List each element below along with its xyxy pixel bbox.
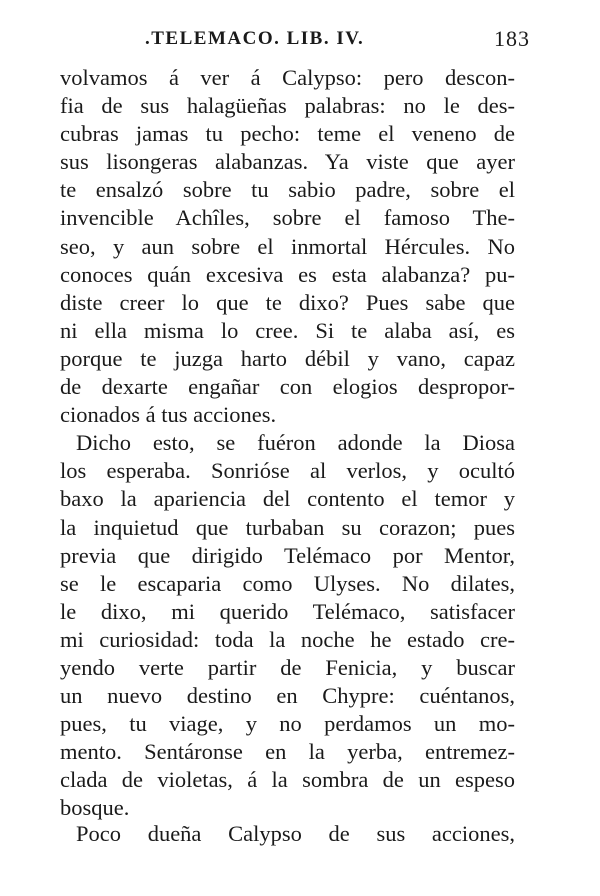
text-line: volvamos á ver á Calypso: pero descon- (60, 65, 515, 90)
next-paragraph (60, 820, 515, 848)
text-line: conoces quán excesiva es esta alabanza? pu- (60, 261, 515, 287)
text-line: diste creer lo que te dixo? Pues sabe que (60, 289, 515, 315)
page-number: 183 (494, 26, 530, 51)
text-line: sus lisongeras alabanzas. Ya viste que ayer (60, 149, 515, 175)
text-line: Dicho esto, se fuéron adonde la Diosa (76, 430, 515, 456)
text-line: mento. Sentáronse en la yerba, entremez- (60, 739, 515, 765)
text-line: invencible Achîles, sobre el famoso The- (60, 205, 515, 231)
text-line: se le escaparia como Ulyses. No dilates, (60, 570, 515, 596)
text-line: te ensalzó sobre tu sabio padre, sobre el (60, 177, 515, 203)
text-line: previa que dirigido Telémaco por Mentor, (60, 542, 515, 568)
text-line: cubras jamas tu pecho: teme el veneno de (60, 121, 515, 147)
page-header (145, 26, 530, 56)
text-line: yendo verte partir de Fenicia, y buscar (60, 654, 515, 680)
running-head: .TELEMACO. LIB. IV. (145, 28, 365, 49)
text-line: fia de sus halagüeñas palabras: no le des- (60, 93, 515, 119)
text-line: pues, tu viage, y no perdamos un mo- (60, 711, 515, 737)
text-line: Poco dueña Calypso de sus acciones, (76, 821, 515, 846)
text-line: mi curiosidad: toda la noche he estado cre- (60, 626, 515, 652)
text-line: los esperaba. Sonrióse al verlos, y ocultó (60, 458, 515, 484)
text-line: un nuevo destino en Chypre: cuéntanos, (60, 683, 515, 709)
text-line: le dixo, mi querido Telémaco, satisfacer (60, 598, 515, 624)
text-line: clada de violetas, á la sombra de un espeso (60, 767, 515, 793)
text-line: cionados á tus acciones. (60, 402, 277, 428)
body-text (60, 64, 515, 823)
text-line: bosque. (60, 795, 130, 821)
text-line: la inquietud que turbaban su corazon; pues (60, 514, 515, 540)
text-line: de dexarte engañar con elogios despropor- (60, 374, 515, 400)
text-line: porque te juzga harto débil y vano, capaz (60, 345, 515, 371)
text-line: ni ella misma lo cree. Si te alaba así, es (60, 317, 515, 343)
text-line: baxo la apariencia del contento el temor y (60, 486, 515, 512)
text-line: seo, y aun sobre el inmortal Hércules. No (60, 233, 515, 259)
